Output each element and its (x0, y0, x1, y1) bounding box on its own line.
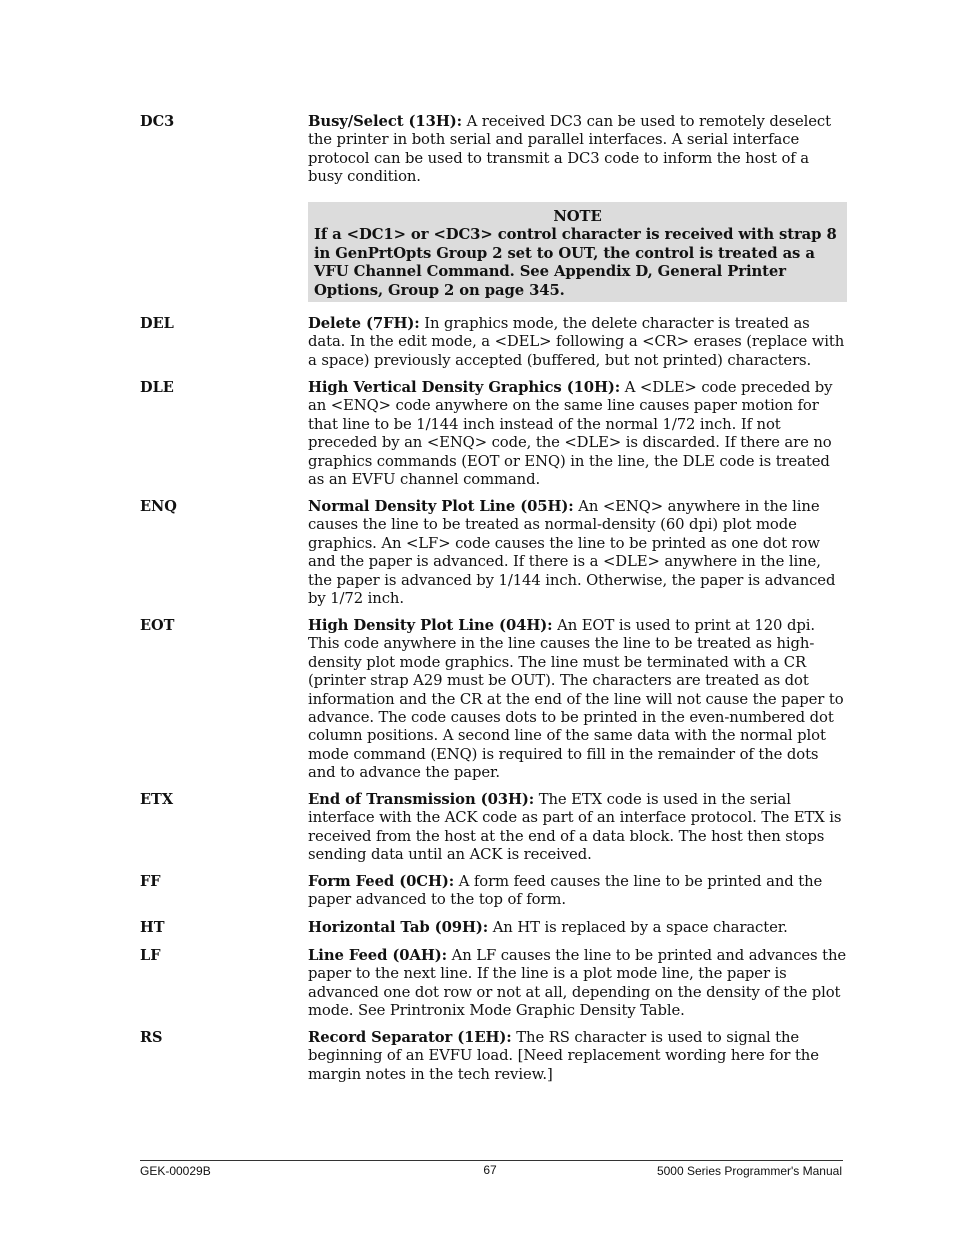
entry-code: DLE (140, 379, 174, 396)
entry-text: The ETX code is used in the serial interface with the ACK code as part of an interface protocol. The ETX is received from the host at the end of a data block. The host then stops sending data until an ACK is received. (308, 791, 842, 864)
entry-description (308, 873, 848, 910)
entry-text: A received DC3 can be used to remotely deselect the printer in both serial and parallel interfaces. A serial interface protocol can be used to transmit a DC3 code to inform the host of a busy condition. (308, 113, 831, 186)
entry-heading: Normal Density Plot Line (05H): (308, 498, 574, 515)
entry-text: An <ENQ> anywhere in the line causes the line to be treated as normal-density (60 dpi) plot mode graphics. An <LF> code causes the line to be printed as one dot row and the paper is advanced. If there is a <DLE> anywhere in the line, the paper is advanced by 1/144 inch. Otherwise, the paper is advanced by 1/72 inch. (308, 498, 836, 608)
note-box (308, 202, 847, 302)
entry-heading: Record Separator (1EH): (308, 1029, 512, 1046)
entry-description (308, 1029, 848, 1084)
entry-description (308, 498, 848, 608)
entry-code: RS (140, 1029, 163, 1046)
entry-heading: High Density Plot Line (04H): (308, 617, 553, 634)
entry-code: DC3 (140, 113, 175, 130)
entry-description (308, 315, 848, 370)
entry-text: An LF causes the line to be printed and advances the paper to the next line. If the line is a plot mode line, the paper is advanced one dot row or not at all, depending on the density of the plot mode. See Printronix Mode Graphic Density Table. (308, 947, 847, 1020)
entry-code: HT (140, 919, 165, 936)
note-title: NOTE (553, 208, 602, 225)
footer-page-number: 67 (483, 1163, 497, 1177)
entry-text: An EOT is used to print at 120 dpi. This code anywhere in the line causes the line to be treated as high-density plot mode graphics. The line must be terminated with a CR (printer strap A29 must be OUT). The characters are treated as dot information and the CR at the end of the line will not cause the paper to advance. The code causes dots to be printed in the even-numbered dot column positions. A second line of the same data with the normal plot mode command (ENQ) is required to fill in the remainder of the dots and to advance the paper. (308, 617, 844, 782)
entry-code: FF (140, 873, 161, 890)
footer-document-id: GEK-00029B (140, 1164, 211, 1178)
entry-description (308, 919, 848, 937)
entry-description (308, 791, 848, 865)
entry-code: EOT (140, 617, 175, 634)
entry-heading: Busy/Select (13H): (308, 113, 462, 130)
entry-text: In graphics mode, the delete character is treated as data. In the edit mode, a <DEL> following a <CR> erases (replace with a space) previously accepted (buffered, but not printed) characters. (308, 315, 845, 369)
entry-heading: Form Feed (0CH): (308, 873, 455, 890)
entry-code: DEL (140, 315, 174, 332)
footer-manual-title: 5000 Series Programmer's Manual (656, 1164, 842, 1178)
entry-text: A form feed causes the line to be printed and the paper advanced to the top of form. (308, 873, 823, 909)
entry-description (308, 379, 848, 489)
footer-divider (140, 1160, 843, 1161)
entry-heading: Line Feed (0AH): (308, 947, 447, 964)
entry-heading: Horizontal Tab (09H): (308, 919, 489, 936)
entry-heading: High Vertical Density Graphics (10H): (308, 379, 621, 396)
entry-description (308, 947, 848, 1021)
entry-text: An HT is replaced by a space character. (488, 919, 788, 936)
entry-text: A <DLE> code preceded by an <ENQ> code anywhere on the same line causes paper motion for that line to be 1/144 inch instead of the normal 1/72 inch. If not preceded by an <ENQ> code, the <DLE> is discarded. If there are no graphics commands (EOT or ENQ) in the line, the DLE code is treated as an EVFU channel command. (308, 379, 833, 489)
entry-description (308, 113, 848, 187)
entry-code: ETX (140, 791, 174, 808)
note-text: If a <DC1> or <DC3> control character is received with strap 8 in GenPrtOpts Group 2 set to OUT, the control is treated as a VFU Channel Command. See Appendix D, General Printer Options, Group 2 on page 345. (314, 226, 837, 299)
entry-text: The RS character is used to signal the beginning of an EVFU load. [Need replacement wording here for the margin notes in the tech review.] (308, 1029, 819, 1083)
entry-code: ENQ (140, 498, 177, 515)
entry-heading: Delete (7FH): (308, 315, 420, 332)
entry-code: LF (140, 947, 161, 964)
entry-description (308, 617, 848, 783)
entry-heading: End of Transmission (03H): (308, 791, 535, 808)
